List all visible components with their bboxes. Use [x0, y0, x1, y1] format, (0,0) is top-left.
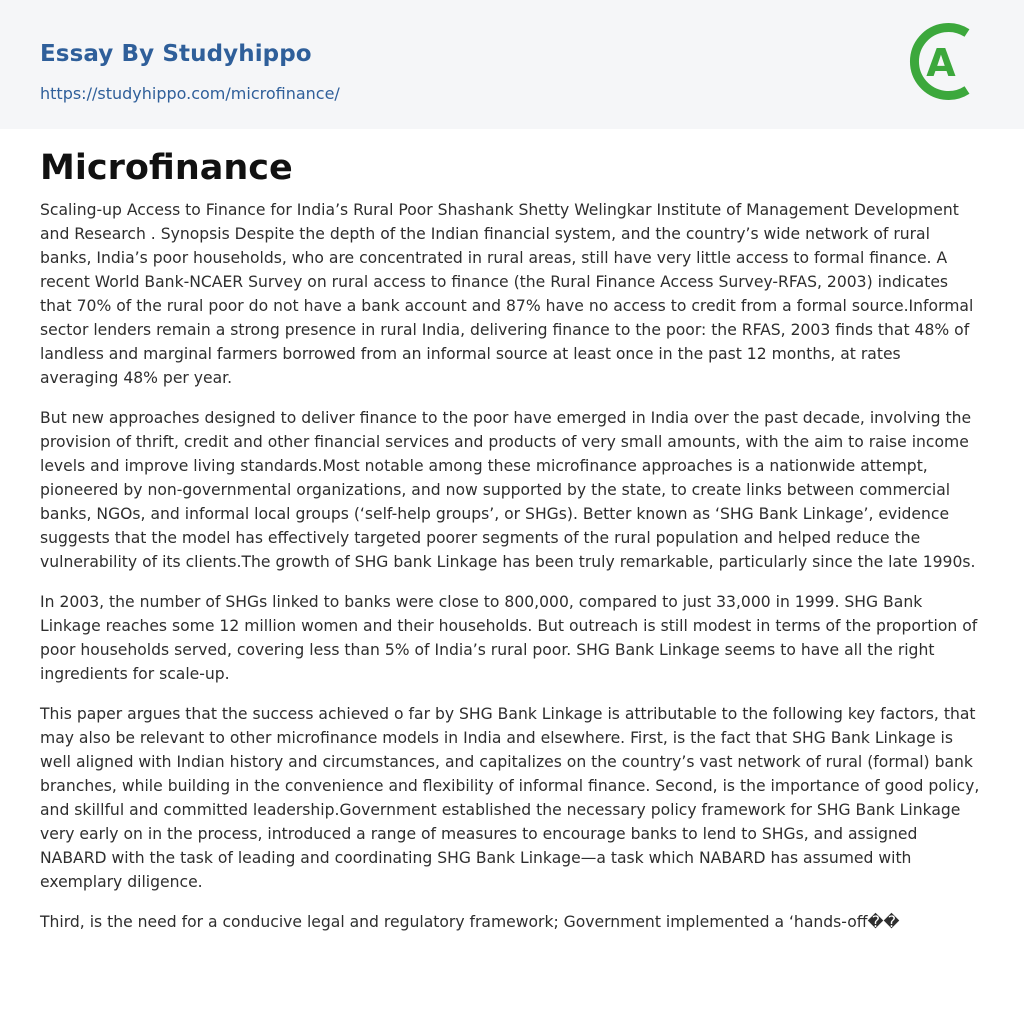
article-paragraph: Third, is the need for a conducive legal and regulatory framework; Government implemented a ‘hands-off�� — [40, 913, 900, 931]
article-paragraph: This paper argues that the success achieved o far by SHG Bank Linkage is attributable to the following key factors, that may also be relevant to other microfinance models in India and elsewhere. First, is the fact that SHG Bank Linkage is well aligned with Indian history and circumstances, and capitalizes on the country’s vast network of rural (formal) bank branches, while building in the convenience and flexibility of informal finance. Second, is the importance of good policy, and skillful and committed leadership.Government established the necessary policy framework for SHG Bank Linkage very early on in the process, introduced a range of measures to encourage banks to lend to SHGs, and assigned NABARD with the task of leading and coordinating SHG Bank Linkage—a task which NABARD has assumed with exemplary diligence. — [40, 705, 980, 891]
logo-letter: A — [926, 41, 956, 85]
page-title: Microfinance — [40, 148, 293, 188]
article-paragraph: But new approaches designed to deliver finance to the poor have emerged in India over the past decade, involving the provision of thrift, credit and other financial services and products of very small amounts, with the aim to raise income levels and improve living standards.Most notable among these microfinance approaches is a nationwide attempt, pioneered by non-governmental organizations, and now supported by the state, to create links between commercial banks, NGOs, and informal local groups (‘self-help groups’, or SHGs). Better known as ‘SHG Bank Linkage’, evidence suggests that the model has effectively targeted poorer segments of the rural population and helped reduce the vulnerability of its clients.The growth of SHG bank Linkage has been truly remarkable, particularly since the late 1990s. — [40, 409, 976, 571]
brand-title[interactable]: Essay By Studyhippo — [40, 41, 312, 67]
article-content — [40, 146, 980, 950]
studyhippo-logo-icon[interactable] — [905, 18, 989, 106]
site-header — [0, 0, 1024, 129]
article-paragraph: In 2003, the number of SHGs linked to banks were close to 800,000, compared to just 33,000 in 1999. SHG Bank Linkage reaches some 12 million women and their households. But outreach is still modest in terms of the proportion of poor households served, covering less than 5% of India’s rural poor. SHG Bank Linkage seems to have all the right ingredients for scale-up. — [40, 593, 978, 683]
article-paragraph: Scaling-up Access to Finance for India’s Rural Poor Shashank Shetty Welingkar Institute of Management Development and Research . Synopsis Despite the depth of the Indian financial system, and the country’s wide network of rural banks, India’s poor households, who are concentrated in rural areas, still have very little access to formal finance. A recent World Bank-NCAER Survey on rural access to finance (the Rural Finance Access Survey-RFAS, 2003) indicates that 70% of the rural poor do not have a bank account and 87% have no access to credit from a formal source.Informal sector lenders remain a strong presence in rural India, delivering finance to the poor: the RFAS, 2003 finds that 48% of landless and marginal farmers borrowed from an informal source at least once in the past 12 months, at rates averaging 48% per year. — [40, 201, 974, 387]
essay-url-link[interactable]: https://studyhippo.com/microfinance/ — [40, 84, 340, 103]
